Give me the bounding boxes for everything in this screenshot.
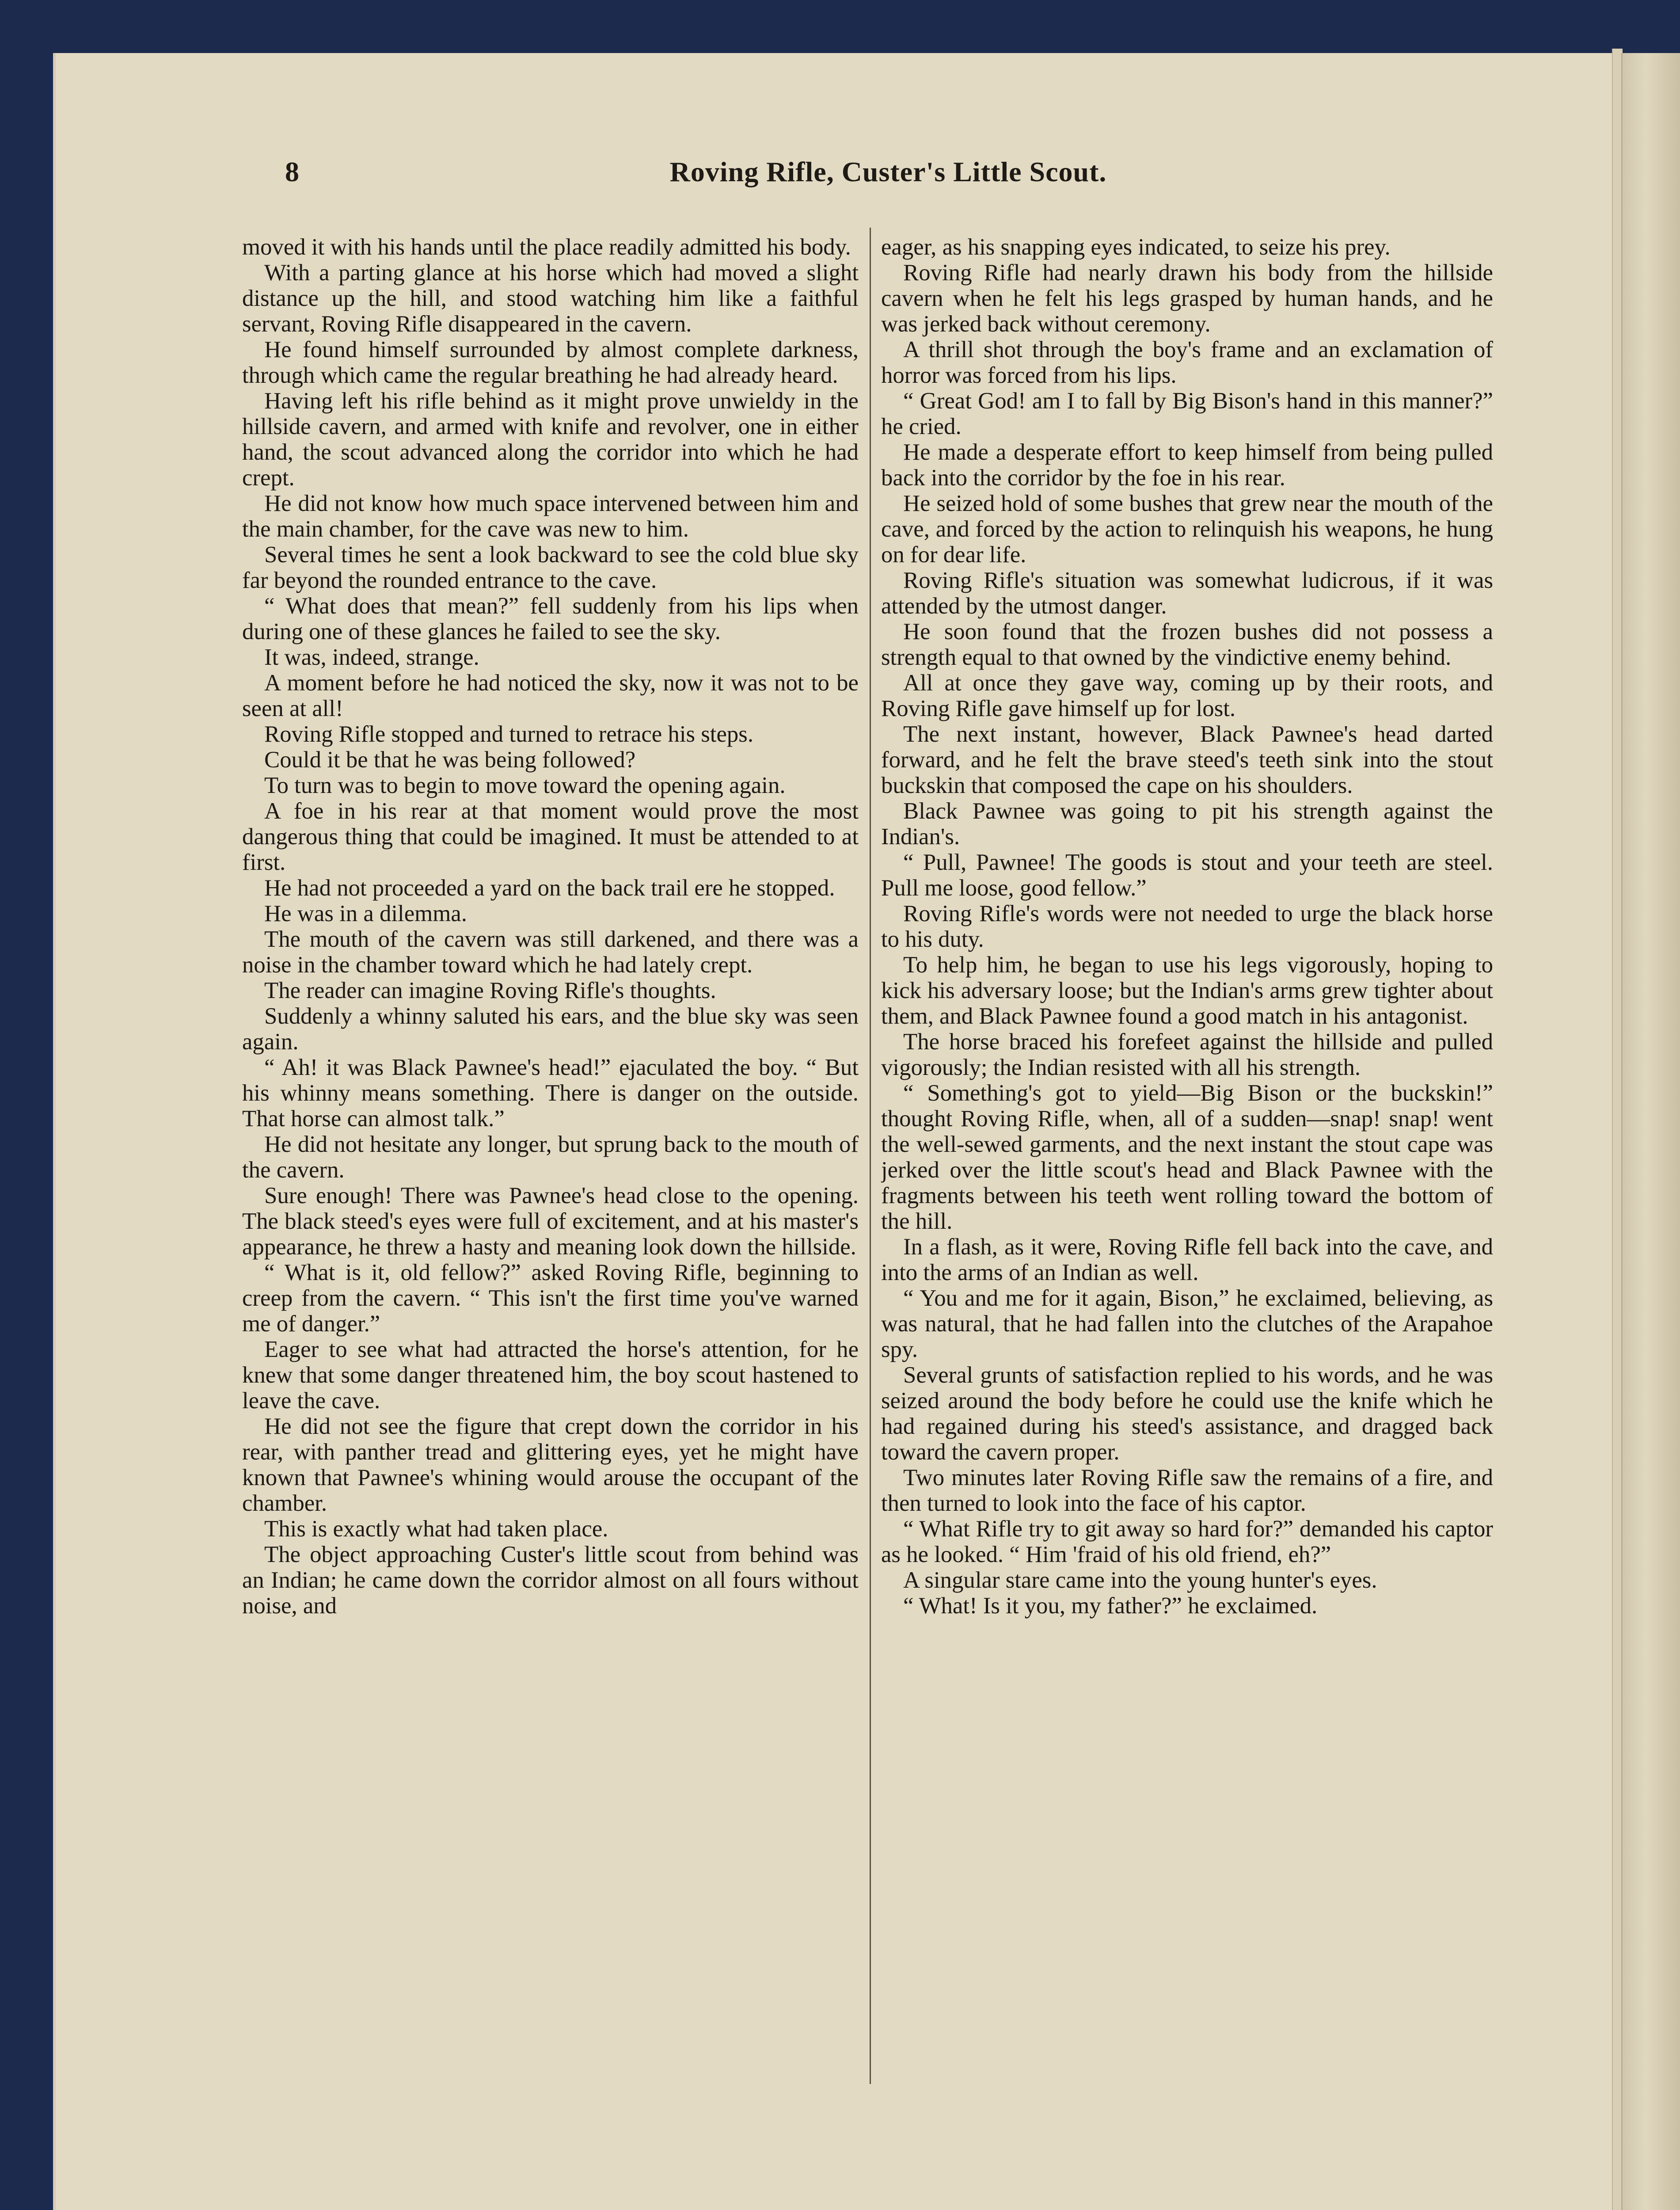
paragraph: He made a desperate effort to keep himself from being pulled back into the corridor by the foe in his rear. [881,439,1493,491]
paragraph: He soon found that the frozen bushes did not possess a strength equal to that owned by the vindictive enemy behind. [881,619,1493,670]
paragraph: Roving Rifle's words were not needed to urge the black horse to his duty. [881,901,1493,952]
paragraph: Roving Rifle had nearly drawn his body from the hillside cavern when he felt his legs grasped by human hands, and he was jerked back without ceremony. [881,260,1493,337]
paragraph: eager, as his snapping eyes indicated, to seize his prey. [881,234,1391,260]
paragraph: The reader can imagine Roving Rifle's thoughts. [264,978,716,1003]
paragraph: Black Pawnee was going to pit his strength against the Indian's. [881,798,1493,850]
paragraph: He was in a dilemma. [264,901,467,926]
paragraph: This is exactly what had taken place. [264,1516,608,1542]
running-title: Roving Rifle, Custer's Little Scout. [669,156,1107,187]
paragraph: A thrill shot through the boy's frame and an exclamation of horror was forced from his lips. [881,337,1493,388]
paragraph: All at once they gave way, coming up by their roots, and Roving Rifle gave himself up for lost. [881,670,1493,721]
paragraph: Two minutes later Roving Rifle saw the remains of a fire, and then turned to look into the face of his captor. [881,1465,1493,1516]
paragraph: The object approaching Custer's little scout from behind was an Indian; he came down the corridor almost on all fours without noise, and [242,1542,859,1619]
paragraph: He had not proceeded a yard on the back trail ere he stopped. [264,875,835,901]
paragraph: He did not know how much space intervened between him and the main chamber, for the cave was new to him. [242,491,859,542]
paragraph: “ Pull, Pawnee! The goods is stout and your teeth are steel. Pull me loose, good fellow.” [881,850,1493,901]
paragraph: He did not see the figure that crept down the corridor in his rear, with panther tread and glittering eyes, yet he might have known that Pawnee's whining would arouse the occupant of the chamber. [242,1414,859,1516]
running-header [285,156,1491,204]
paragraph: Several times he sent a look backward to see the cold blue sky far beyond the rounded entrance to the cave. [242,542,859,593]
column-divider [870,228,871,2084]
paragraph: A singular stare came into the young hunter's eyes. [903,1567,1377,1593]
paragraph: “ You and me for it again, Bison,” he exclaimed, believing, as was natural, that he had fallen into the clutches of the Arapahoe spy. [881,1285,1493,1362]
paragraph: “ Great God! am I to fall by Big Bison's hand in this manner?” he cried. [881,388,1493,439]
paragraph: “ What does that mean?” fell suddenly from his lips when during one of these glances he failed to see the sky. [242,593,859,644]
paragraph: Sure enough! There was Pawnee's head close to the opening. The black steed's eyes were full of excitement, and at his master's appearance, he threw a hasty and meaning look down the hillside. [242,1183,859,1260]
paragraph: He did not hesitate any longer, but sprung back to the mouth of the cavern. [242,1132,859,1183]
paragraph: “ What! Is it you, my father?” he exclaimed. [903,1593,1318,1619]
paragraph: The mouth of the cavern was still darkened, and there was a noise in the chamber toward which he had lately crept. [242,926,859,978]
paragraph: “ What is it, old fellow?” asked Roving Rifle, beginning to creep from the cavern. “ This isn't the first time you've warned me of danger.” [242,1260,859,1337]
binding-spine [1621,53,1680,2210]
paragraph: Could it be that he was being followed? [264,747,636,773]
paragraph: “ Something's got to yield—Big Bison or the buckskin!” thought Roving Rifle, when, all of a sudden—snap! snap! went the well-sewed garments, and the next instant the stout cape was jerked over the little scout's head and Black Pawnee with the fragments between his teeth went rolling toward the bottom of the hill. [881,1080,1493,1234]
paragraph: With a parting glance at his horse which had moved a slight distance up the hill, and stood watching him like a faithful servant, Roving Rifle disappeared in the cavern. [242,260,859,337]
paragraph: He seized hold of some bushes that grew near the mouth of the cave, and forced by the action to relinquish his weapons, he hung on for dear life. [881,491,1493,568]
paragraph: Roving Rifle's situation was somewhat ludicrous, if it was attended by the utmost danger. [881,568,1493,619]
right-column [881,234,1493,2091]
paragraph: Several grunts of satisfaction replied to his words, and he was seized around the body before he could use the knife which he had regained during his steed's assistance, and dragged back toward the cavern proper. [881,1362,1493,1465]
paragraph: He found himself surrounded by almost complete darkness, through which came the regular breathing he had already heard. [242,337,859,388]
paragraph: The horse braced his forefeet against the hillside and pulled vigorously; the Indian resisted with all his strength. [881,1029,1493,1080]
paragraph: Eager to see what had attracted the horse's attention, for he knew that some danger threatened him, the boy scout hastened to leave the cave. [242,1337,859,1414]
paragraph: Having left his rifle behind as it might prove unwieldy in the hillside cavern, and armed with knife and revolver, one in either hand, the scout advanced along the corridor into which he had crept. [242,388,859,491]
paragraph: In a flash, as it were, Roving Rifle fell back into the cave, and into the arms of an Indian as well. [881,1234,1493,1285]
paragraph: To help him, he began to use his legs vigorously, hoping to kick his adversary loose; but the Indian's arms grew tighter about them, and Black Pawnee found a good match in his antagonist. [881,952,1493,1029]
left-column [242,234,859,2091]
paragraph: To turn was to begin to move toward the opening again. [264,773,786,798]
paragraph: A foe in his rear at that moment would prove the most dangerous thing that could be imagined. It must be attended to at first. [242,798,859,875]
paragraph: Roving Rifle stopped and turned to retrace his steps. [264,721,754,747]
page-number: 8 [285,156,299,187]
paragraph: “ What Rifle try to git away so hard for?” demanded his captor as he looked. “ Him 'fraid of his old friend, eh?” [881,1516,1493,1567]
paragraph: A moment before he had noticed the sky, now it was not to be seen at all! [242,670,859,721]
paragraph: “ Ah! it was Black Pawnee's head!” ejaculated the boy. “ But his whinny means something. There is danger on the outside. That horse can almost talk.” [242,1055,859,1132]
paragraph: It was, indeed, strange. [264,644,479,670]
paragraph: The next instant, however, Black Pawnee's head darted forward, and he felt the brave steed's teeth sink into the stout buckskin that composed the cape on his shoulders. [881,721,1493,798]
paragraph: moved it with his hands until the place readily admitted his body. [242,234,851,260]
paragraph: Suddenly a whinny saluted his ears, and the blue sky was seen again. [242,1003,859,1055]
